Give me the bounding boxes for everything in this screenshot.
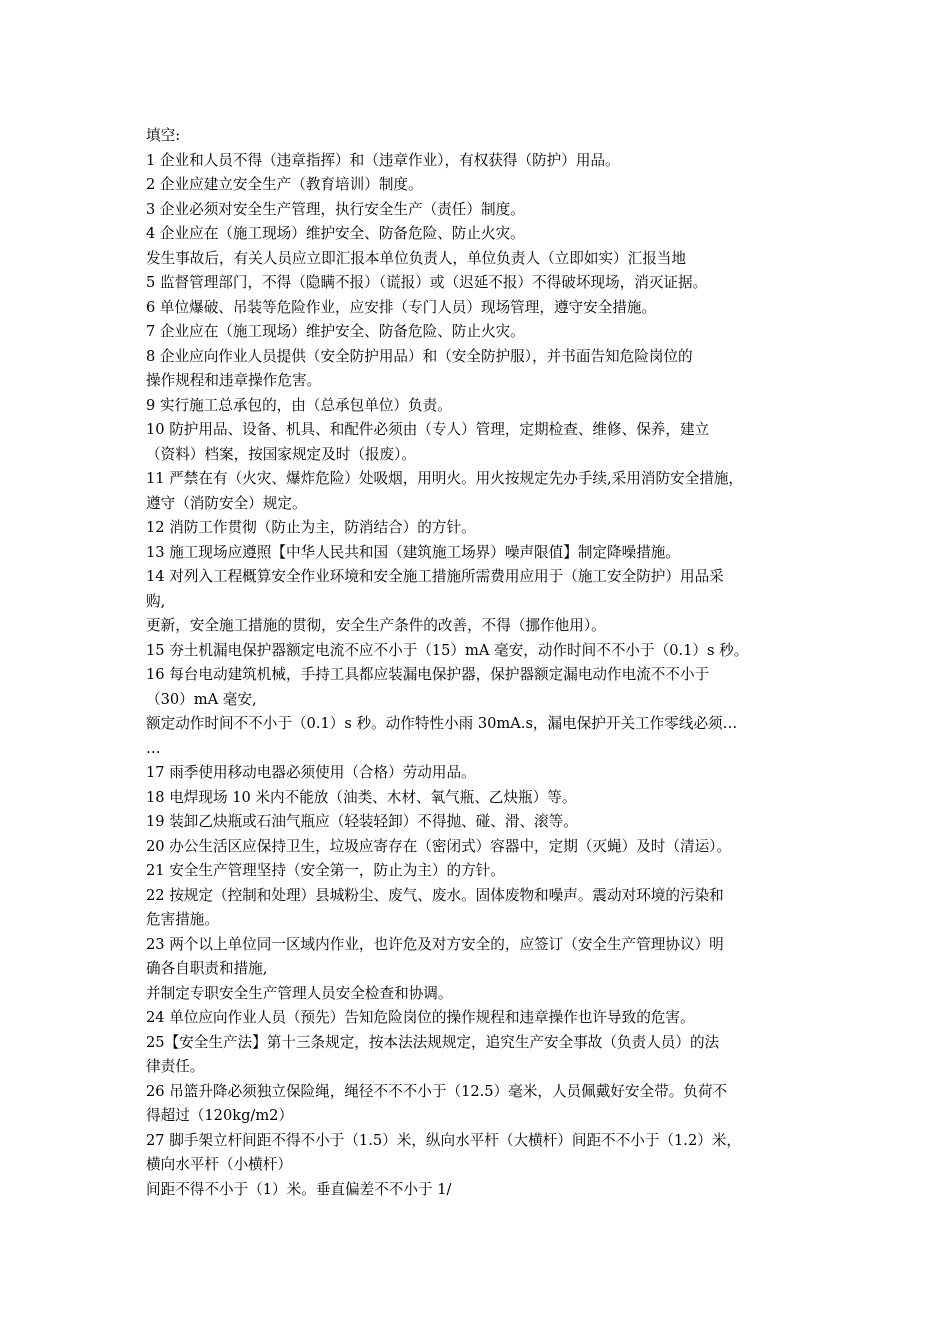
text-line: 23 两个以上单位同一区域内作业，也许危及对方安全的，应签订（安全生产管理协议）明 [146,935,724,953]
text-line: 25【安全生产法】第十三条规定，按本法法规规定，追究生产安全事故（负责人员）的法 [146,1033,720,1051]
text-line: （30）mA 毫安, [146,690,257,708]
text-line: 1 企业和人员不得（违章指挥）和（违章作业），有权获得（防护）用品。 [146,151,620,169]
text-line: 填空: [146,127,181,144]
text-line: 5 监督管理部门，不得（隐瞒不报）（谎报）或（迟延不报）不得破坏现场，消灭证据。 [146,274,708,291]
text-line: 8 企业应向作业人员提供（安全防护用品）和（安全防护服），并书面告知危险岗位的 [146,347,693,365]
text-line: 6 单位爆破、吊装等危险作业，应安排（专门人员）现场管理，遵守安全措施。 [146,298,657,316]
text-line: 3 企业必须对安全生产管理，执行安全生产（责任）制度。 [146,200,525,218]
text-line: 更新，安全施工措施的贯彻，安全生产条件的改善，不得（挪作他用）。 [146,617,606,634]
document-body [146,124,814,1202]
text-line: 10 防护用品、设备、机具、和配件必须由（专人）管理，定期检查、维修、保养，建立 [146,421,710,438]
text-line: 15 夯土机漏电保护器额定电流不应不小于（15）mA 毫安，动作时间不不小于（0.1）s 秒。 [146,641,749,659]
text-line: 12 消防工作贯彻（防止为主，防消结合）的方针。 [146,519,476,536]
text-line: 19 装卸乙炔瓶或石油气瓶应（轻装轻卸）不得抛、碰、滑、滚等。 [146,813,578,830]
text-line: 间距不得不小于（1）米。垂直偏差不不小于 1/ [146,1180,452,1198]
text-line: 操作规程和违章操作危害。 [146,372,322,389]
text-line: 21 安全生产管理坚持（安全第一，防止为主）的方针。 [146,862,505,879]
text-line: （资料）档案，按国家规定及时（报废）。 [146,445,416,463]
text-line: 遵守（消防安全）规定。 [146,494,307,512]
text-line: 7 企业应在（施工现场）维护安全、防备危险、防止火灾。 [146,323,525,340]
text-line: 律责任。 [146,1058,205,1075]
text-line: 22 按规定（控制和处理）县城粉尘、废气、废水。固体废物和噪声。震动对环境的污染和 [146,886,724,904]
text-line: 20 办公生活区应保持卫生，垃圾应寄存在（密闭式）容器中，定期（灭蝇）及时（清运）。 [146,837,732,855]
text-line: 11 严禁在有（火灾、爆炸危险）处吸烟，用明火。用火按规定先办手续,采用消防安全措施， [146,470,744,487]
text-line: 购, [146,592,166,610]
text-line: 24 单位应向作业人员（预先）告知危险岗位的操作规程和违章操作也许导致的危害。 [146,1009,695,1026]
text-line: 发生事故后，有关人员应立即汇报本单位负责人，单位负责人（立即如实）汇报当地 [146,249,686,267]
text-line: 27 脚手架立杆间距不得不小于（1.5）米，纵向水平杆（大横杆）间距不不小于（1.2）米， [146,1131,742,1149]
text-line: 2 企业应建立安全生产（教育培训）制度。 [146,176,423,193]
text-line: 17 雨季使用移动电器必须使用（合格）劳动用品。 [146,764,476,781]
text-line: 额定动作时间不不小于（0.1）s 秒。动作特性小雨 30mA.s，漏电保护开关工作零线必须… [146,715,738,732]
text-line: 16 每台电动建筑机械，手持工具都应装漏电保护器，保护器额定漏电动作电流不不小于 [146,666,710,683]
text-line: 确各自职责和措施, [146,960,268,977]
text-line: 14 对列入工程概算安全作业环境和安全施工措施所需费用应用于（施工安全防护）用品采 [146,568,724,585]
text-line: 危害措施。 [146,911,219,928]
text-line: 得超过（120kg/m2） [146,1107,294,1124]
text-line: 并制定专职安全生产管理人员安全检查和协调。 [146,984,453,1002]
text-line: 横向水平杆（小横杆） [146,1156,292,1173]
text-line: 9 实行施工总承包的，由（总承包单位）负责。 [146,396,452,414]
text-line: 13 施工现场应遵照【中华人民共和国（建筑施工场界）噪声限值】制定降噪措施。 [146,543,680,561]
text-line: … [146,739,161,757]
text-line: 26 吊篮升降必须独立保险绳，绳径不不不小于（12.5）毫米，人员佩戴好安全带。负荷不 [146,1082,728,1100]
text-line: 4 企业应在（施工现场）维护安全、防备危险、防止火灾。 [146,225,525,242]
text-line: 18 电焊现场 10 米内不能放（油类、木材、氧气瓶、乙炔瓶）等。 [146,788,577,806]
